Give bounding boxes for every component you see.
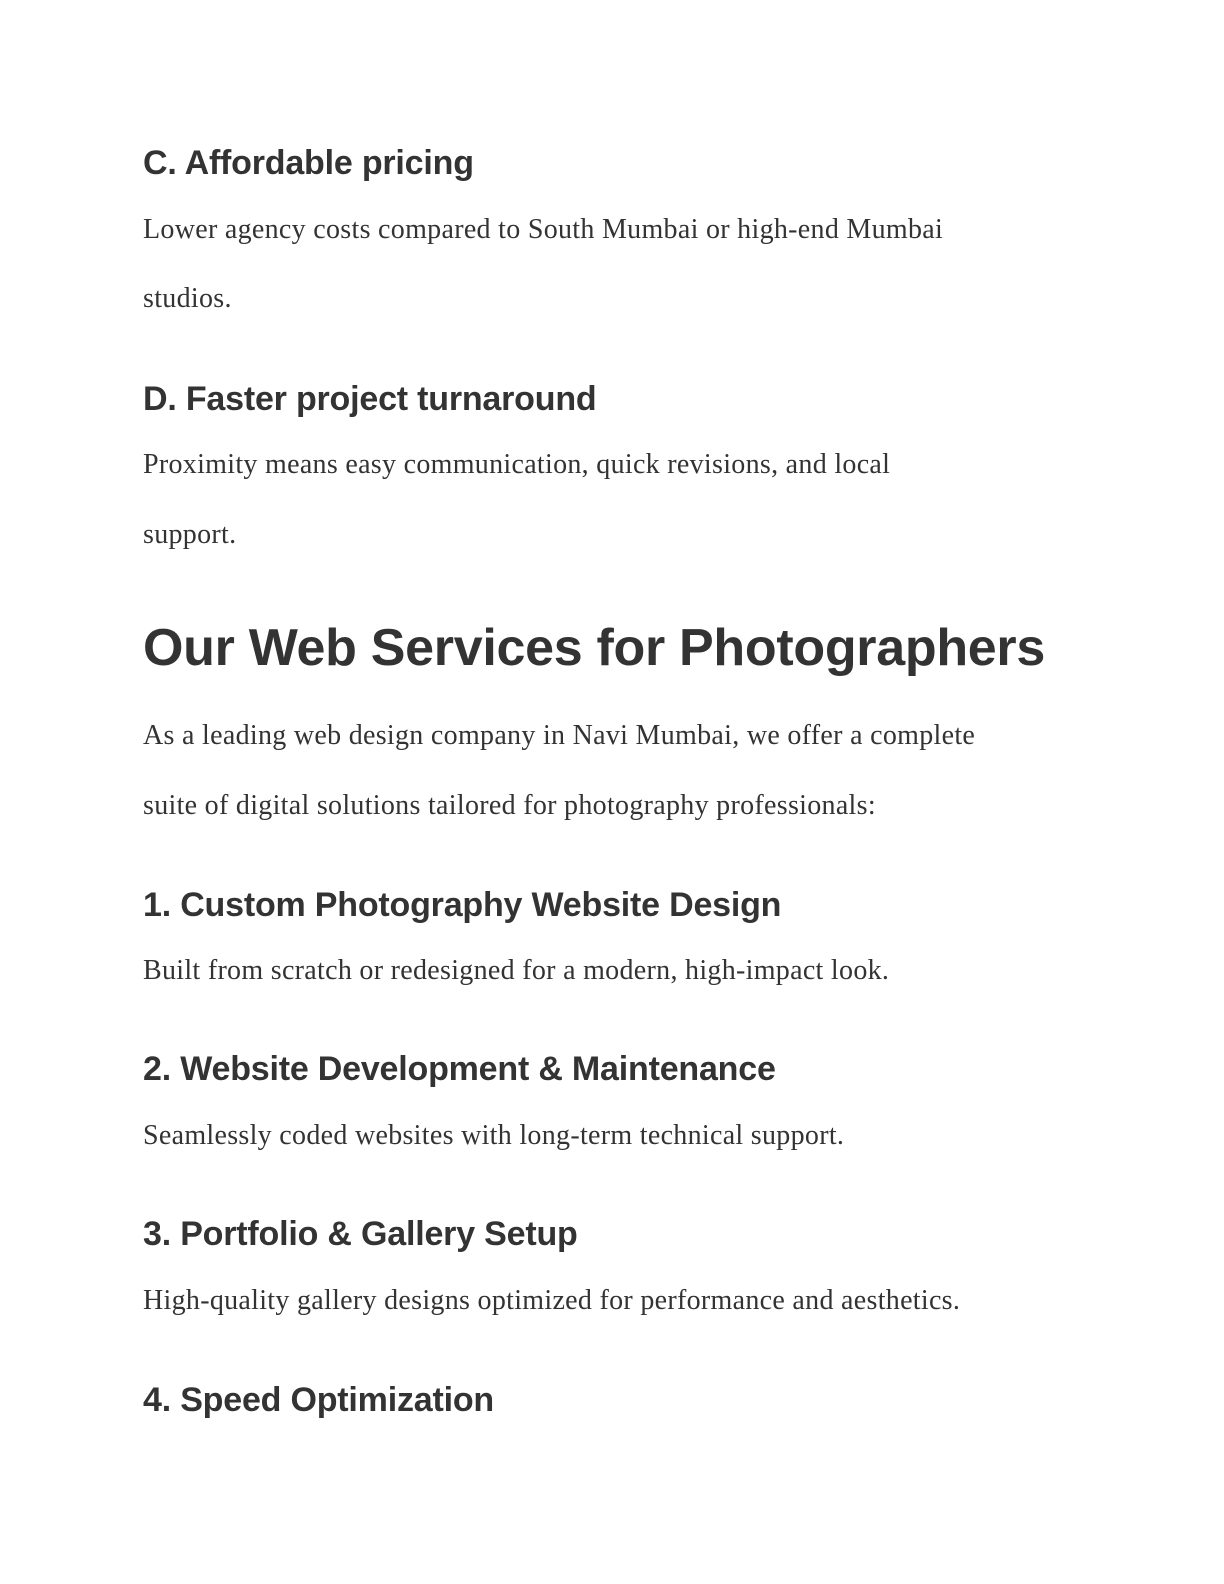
heading-web-services: Our Web Services for Photographers: [143, 619, 1045, 677]
paragraph-faster-turnaround-line1: Proximity means easy communication, quick revisions, and local: [143, 449, 891, 480]
paragraph-service-2: Seamlessly coded websites with long-term technical support.: [143, 1120, 845, 1151]
heading-service-3: 3. Portfolio & Gallery Setup: [143, 1215, 578, 1253]
paragraph-services-intro-line1: As a leading web design company in Navi Mumbai, we offer a complete: [143, 720, 976, 751]
heading-affordable-pricing: C. Affordable pricing: [143, 144, 474, 182]
heading-service-2: 2. Website Development & Maintenance: [143, 1050, 776, 1088]
paragraph-affordable-pricing-line2: studios.: [143, 283, 232, 314]
heading-faster-turnaround: D. Faster project turnaround: [143, 380, 597, 418]
paragraph-affordable-pricing-line1: Lower agency costs compared to South Mumbai or high-end Mumbai: [143, 214, 944, 245]
paragraph-services-intro-line2: suite of digital solutions tailored for photography professionals:: [143, 790, 876, 821]
heading-service-4: 4. Speed Optimization: [143, 1381, 494, 1419]
paragraph-faster-turnaround-line2: support.: [143, 519, 237, 550]
heading-service-1: 1. Custom Photography Website Design: [143, 886, 782, 924]
paragraph-service-3: High-quality gallery designs optimized for performance and aesthetics.: [143, 1285, 961, 1316]
paragraph-service-1: Built from scratch or redesigned for a modern, high-impact look.: [143, 955, 890, 986]
